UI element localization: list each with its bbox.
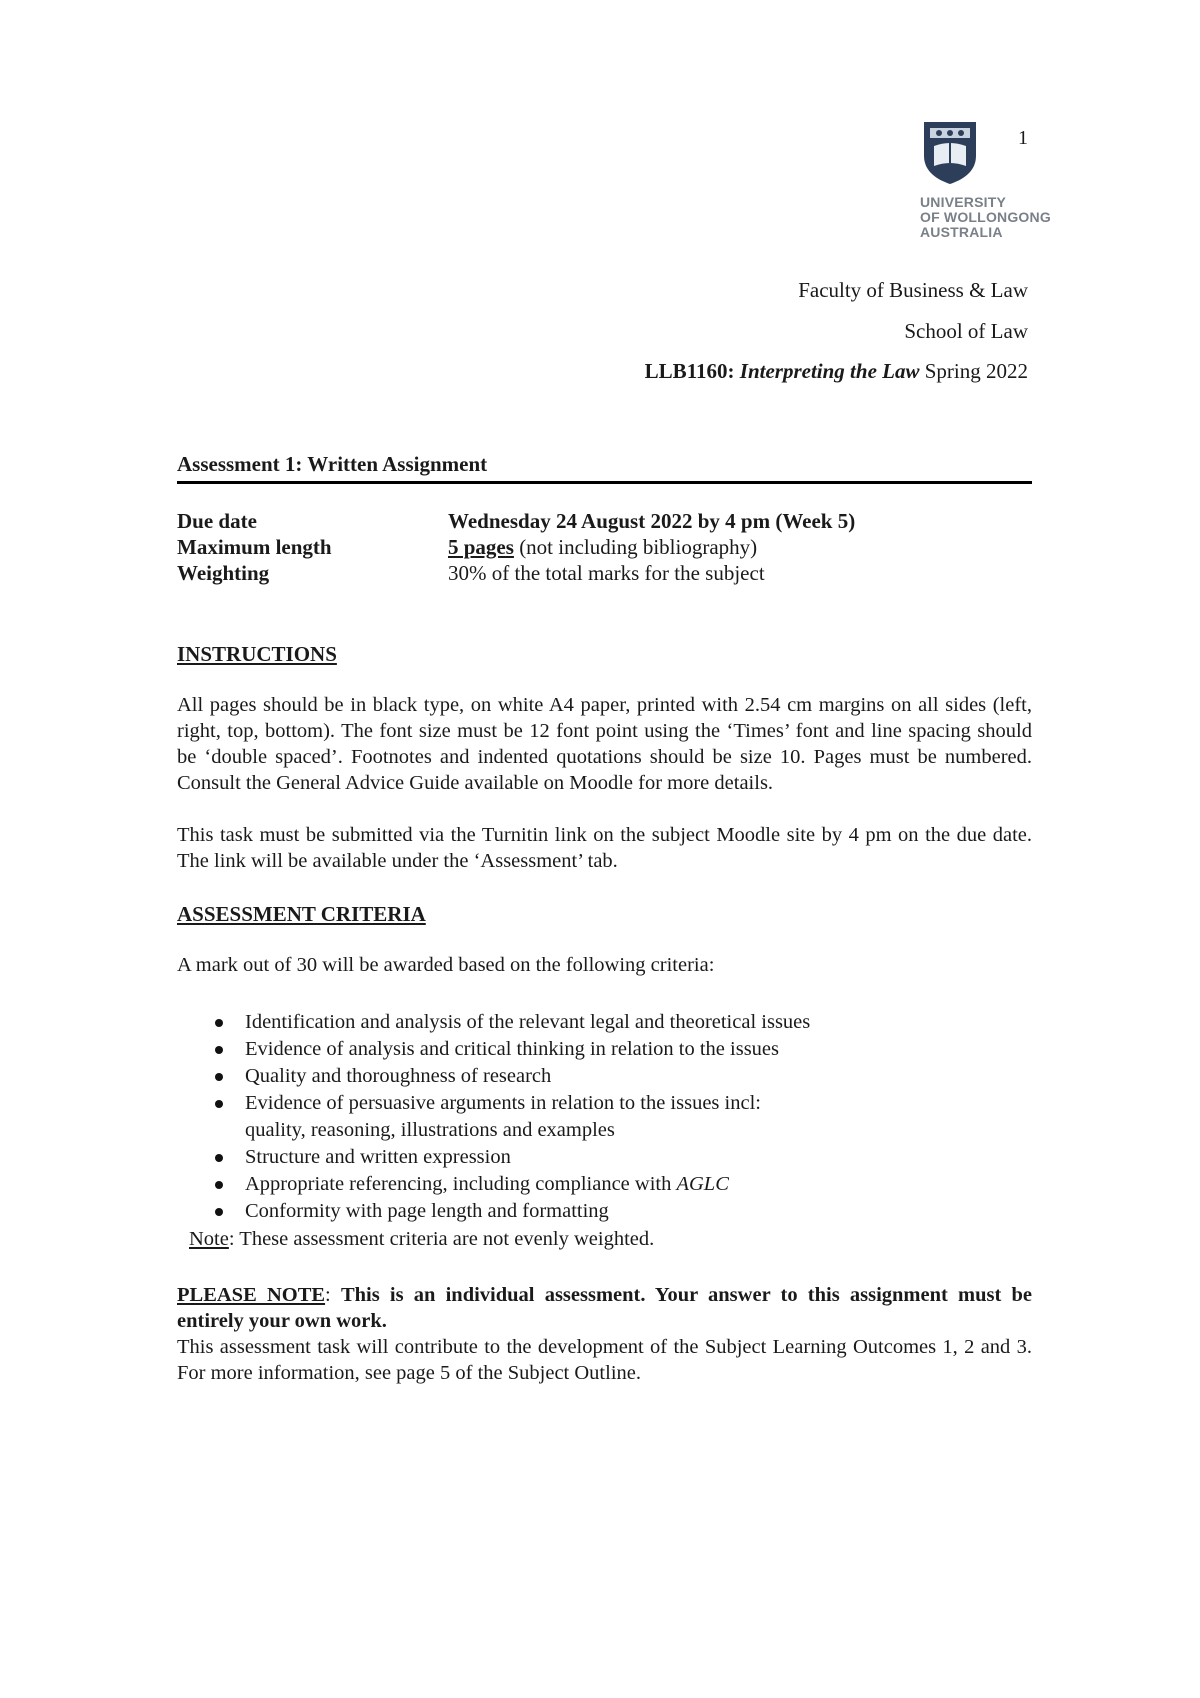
bullet-icon (215, 1208, 223, 1216)
bullet-icon (215, 1019, 223, 1027)
instructions-paragraph-1: All pages should be in black type, on white A4 paper, printed with 2.54 cm margins on all sides (left, right, top, bottom). The font size must be 12 font point using the ‘Times’ font and line spacing should be ‘double spaced’. Footnotes and indented quotations should be size 10. Pages must be numbered. Consult the General Advice Guide available on Moodle for more details. (177, 694, 1032, 794)
please-note: PLEASE NOTE: This is an individual assessment. Your answer to this assignment must be entirely your own work. (177, 1284, 1032, 1332)
max-length-label: Maximum length (177, 535, 332, 559)
page-number: 1 (1018, 127, 1028, 149)
bullet-icon (215, 1100, 223, 1108)
university-logo (920, 120, 1070, 245)
bullet-icon (215, 1073, 223, 1081)
bullet-icon (215, 1181, 223, 1189)
bullet-icon (215, 1154, 223, 1162)
assessment-title: Assessment 1: Written Assignment (177, 451, 1032, 484)
learning-outcomes-text: This assessment task will contribute to the development of the Subject Learning Outcomes 1, 2 and 3. For more information, see page 5 of the Subject Outline. (177, 1336, 1032, 1384)
list-item: Identification and analysis of the relevant legal and theoretical issues (177, 1009, 1032, 1036)
weighting-label: Weighting (177, 561, 270, 585)
instructions-heading: INSTRUCTIONS (177, 642, 337, 666)
list-item: Evidence of analysis and critical thinking in relation to the issues (177, 1036, 1032, 1063)
crest-icon (922, 120, 978, 186)
max-length-value: 5 pages (not including bibliography) (448, 535, 758, 559)
course-title: LLB1160: Interpreting the Law Spring 2022 (644, 359, 1028, 383)
criteria-list (177, 1009, 1032, 1225)
criteria-intro: A mark out of 30 will be awarded based on the following criteria: (177, 954, 715, 976)
list-item: Appropriate referencing, including compliance with AGLC (177, 1171, 1032, 1198)
list-item: Structure and written expression (177, 1144, 1032, 1171)
criteria-heading: ASSESSMENT CRITERIA (177, 902, 426, 926)
criteria-note: Note: These assessment criteria are not evenly weighted. (189, 1228, 655, 1250)
faculty-name: Faculty of Business & Law (798, 278, 1028, 302)
bullet-icon (215, 1046, 223, 1054)
list-item: Evidence of persuasive arguments in relation to the issues incl: quality, reasoning, illustrations and examples (177, 1090, 1032, 1144)
logo-wordmark: UNIVERSITY OF WOLLONGONG AUSTRALIA (920, 194, 1051, 240)
due-date-label: Due date (177, 509, 257, 533)
due-date-value: Wednesday 24 August 2022 by 4 pm (Week 5) (448, 509, 856, 533)
instructions-paragraph-2: This task must be submitted via the Turnitin link on the subject Moodle site by 4 pm on the due date. The link will be available under the ‘Assessment’ tab. (177, 824, 1032, 872)
list-item: Conformity with page length and formatting (177, 1198, 1032, 1225)
school-name: School of Law (904, 319, 1028, 343)
list-item: Quality and thoroughness of research (177, 1063, 1032, 1090)
weighting-value: 30% of the total marks for the subject (448, 561, 765, 585)
